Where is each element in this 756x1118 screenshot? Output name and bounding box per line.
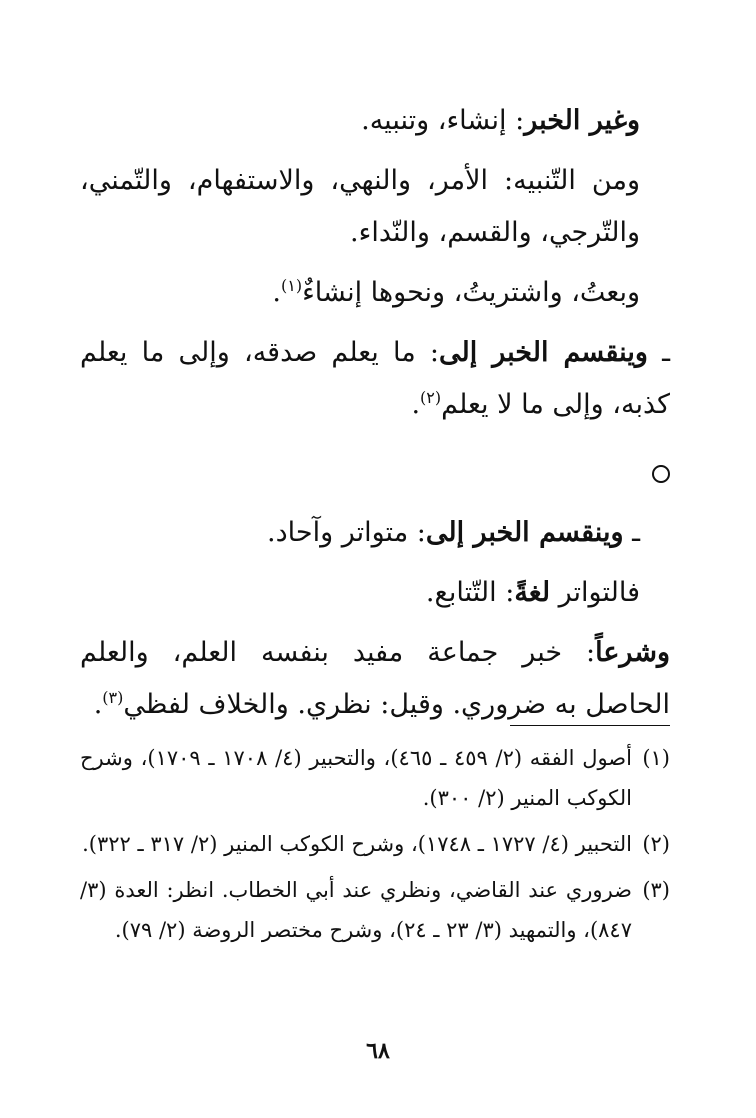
footnote-item — [80, 738, 670, 818]
footnote-ref[interactable]: (١) — [280, 276, 303, 295]
footnote-text: التحبير (٤/ ١٧٢٧ ـ ١٧٤٨)، وشرح الكوكب المنير (٢/ ٣١٧ ـ ٣٢٢). — [82, 832, 632, 856]
page-number: ٦٨ — [366, 1038, 390, 1064]
paragraph-text: فالتواتر — [550, 577, 640, 608]
paragraph-text: : ما يعلم صدقه، وإلى ما يعلم كذبه، وإلى ما لا يعلم — [80, 337, 670, 420]
footnotes — [80, 738, 670, 956]
paragraph-text: وبعتُ، واشتريتُ، ونحوها إنشاءٌ — [302, 277, 640, 308]
footnote-number: (١) — [642, 746, 670, 770]
circle-bullet-icon — [652, 465, 670, 483]
term-label: لغةً — [514, 577, 551, 608]
term-label: وغير الخبر — [524, 105, 640, 136]
footnote-number: (٣) — [642, 878, 670, 902]
dash: ـ — [623, 517, 640, 548]
main-text — [80, 95, 670, 739]
paragraph-division-mutawatir — [80, 507, 670, 559]
paragraph-text: : متواتر وآحاد. — [267, 517, 426, 548]
footnote-item — [80, 870, 670, 950]
paragraph-non-khabar — [80, 95, 670, 147]
footnote-divider — [510, 725, 670, 726]
term-label: وينقسم الخبر إلى — [439, 337, 648, 368]
paragraph-insha — [80, 267, 670, 319]
paragraph-tanbih — [80, 155, 670, 259]
punctuation: . — [93, 689, 103, 720]
punctuation: . — [272, 277, 281, 308]
punctuation: . — [411, 389, 421, 420]
term-label: وينقسم الخبر إلى — [425, 517, 624, 548]
section-heading — [80, 447, 670, 499]
paragraph-text: : خبر جماعة مفيد بنفسه العلم، والعلم الحاصل به ضروري. وقيل: نظري. والخلاف لفظي — [80, 637, 670, 720]
dash: ـ — [647, 337, 670, 368]
paragraph-text: : إنشاء، وتنبيه. — [361, 105, 525, 136]
paragraph-sharan — [80, 627, 670, 731]
footnote-text: ضروري عند القاضي، ونظري عند أبي الخطاب. انظر: العدة (٣/ ٨٤٧)، والتمهيد (٣/ ٢٣ ـ ٢٤)، وشرح مختصر الروضة (٢/ ٧٩). — [80, 878, 632, 942]
footnote-text: أصول الفقه (٢/ ٤٥٩ ـ ٤٦٥)، والتحبير (٤/ ١٧٠٨ ـ ١٧٠٩)، وشرح الكوكب المنير (٢/ ٣٠٠). — [80, 746, 632, 810]
footnote-ref[interactable]: (٢) — [420, 388, 442, 407]
term-label: وشرعاً — [595, 637, 670, 668]
paragraph-text: : التّتابع. — [425, 577, 515, 608]
paragraph-text: ومن التّنبيه: الأمر، والنهي، والاستفهام، والتّمني، والتّرجي، والقسم، والنّداء. — [80, 165, 640, 248]
footnote-number: (٢) — [642, 832, 670, 856]
paragraph-lughatan — [80, 567, 670, 619]
footnote-item — [80, 824, 670, 864]
paragraph-division-truth — [80, 327, 670, 431]
footnote-ref[interactable]: (٣) — [102, 688, 124, 707]
